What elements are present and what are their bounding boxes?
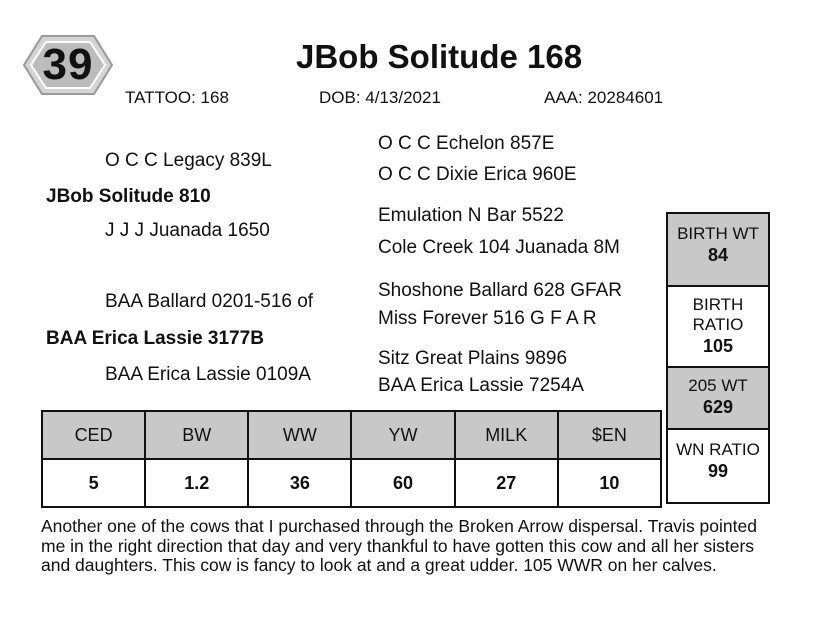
birth-weight-label: BIRTH WT — [677, 224, 759, 243]
dam-sire-sire: Shoshone Ballard 628 GFAR — [378, 280, 622, 301]
aaa-registration: AAA: 20284601 — [544, 88, 664, 107]
epd-header-yw: YW — [351, 411, 454, 459]
sire-dam-dam: Cole Creek 104 Juanada 8M — [378, 237, 620, 258]
epd-value-ww: 36 — [248, 459, 351, 507]
epd-value-milk: 27 — [455, 459, 558, 507]
animal-description: Another one of the cows that I purchased through the Broken Arrow dispersal. Travis pointed me in the right direction that day and very thankful to have gotten this cow and all her sisters and daughters. This cow is fancy to look at and a great udder. 105 WWR on her calves. — [41, 516, 757, 575]
sire-sire-dam: O C C Dixie Erica 960E — [378, 164, 577, 185]
epd-value-bw: 1.2 — [145, 459, 248, 507]
epd-table — [41, 410, 662, 508]
epd-value-yw: 60 — [351, 459, 454, 507]
birth-weight-box — [666, 212, 770, 287]
epd-header-en: $EN — [558, 411, 661, 459]
epd-value-row — [42, 459, 661, 507]
lot-number-badge — [20, 30, 116, 100]
lot-number: 39 — [42, 40, 94, 89]
birth-ratio-box — [666, 285, 770, 368]
weight-205-box — [666, 366, 770, 430]
birth-ratio-label-2: RATIO — [692, 315, 744, 334]
weaning-ratio-box — [666, 428, 770, 504]
epd-header-ww: WW — [248, 411, 351, 459]
weaning-ratio-value: 99 — [707, 461, 729, 481]
epd-value-en: 10 — [558, 459, 661, 507]
birth-ratio-value: 105 — [702, 336, 734, 356]
sire-dam-sire: Emulation N Bar 5522 — [378, 205, 564, 226]
dam-dam: BAA Erica Lassie 0109A — [105, 364, 311, 385]
epd-header-milk: MILK — [455, 411, 558, 459]
sire-sire-sire: O C C Echelon 857E — [378, 133, 555, 154]
dam-sire: BAA Ballard 0201-516 of — [105, 291, 314, 312]
sire-sire: O C C Legacy 839L — [105, 150, 272, 171]
animal-name-title: JBob Solitude 168 — [296, 38, 583, 75]
weight-205-label: 205 WT — [688, 376, 748, 395]
birth-weight-value: 84 — [707, 245, 729, 265]
sire-dam: J J J Juanada 1650 — [105, 220, 270, 241]
epd-header-bw: BW — [145, 411, 248, 459]
epd-value-ced: 5 — [42, 459, 145, 507]
sire: JBob Solitude 810 — [46, 186, 211, 207]
dam-dam-dam: BAA Erica Lassie 7254A — [378, 375, 584, 396]
dob-info: DOB: 4/13/2021 — [319, 88, 441, 107]
weaning-ratio-label: WN RATIO — [676, 440, 760, 459]
weight-205-value: 629 — [702, 397, 734, 417]
epd-header-ced: CED — [42, 411, 145, 459]
dam-sire-dam: Miss Forever 516 G F A R — [378, 308, 597, 329]
birth-ratio-label-1: BIRTH — [692, 295, 744, 314]
dam: BAA Erica Lassie 3177B — [46, 328, 264, 349]
epd-header-row — [42, 411, 661, 459]
dam-dam-sire: Sitz Great Plains 9896 — [378, 348, 568, 369]
tattoo-info: TATTOO: 168 — [125, 88, 229, 107]
